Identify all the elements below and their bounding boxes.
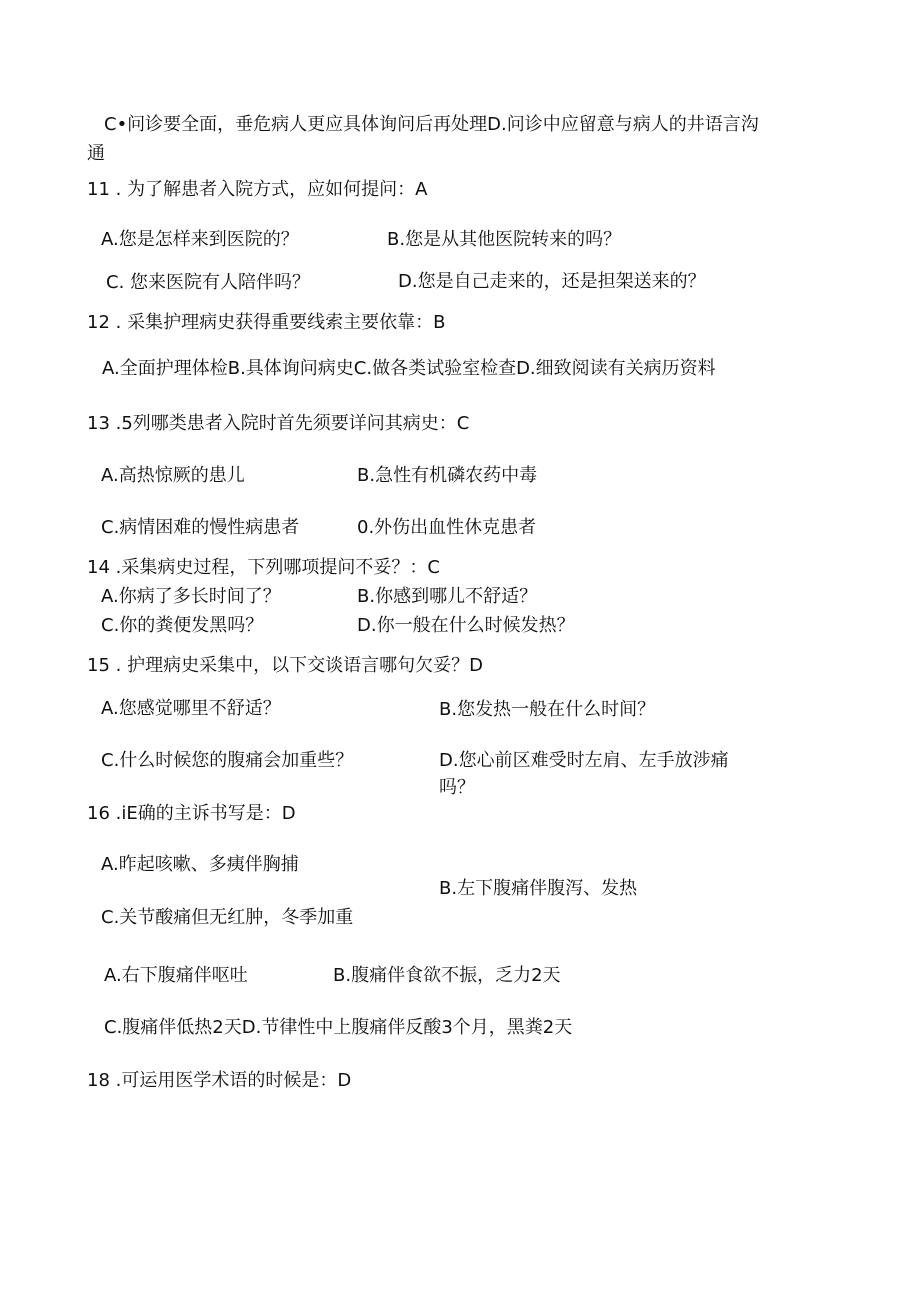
question-11: 11 . 为了解患者入院方式，应如何提问：A xyxy=(87,179,428,200)
q16-option-c: C.关节酸痛但无红肿，冬季加重 xyxy=(101,907,354,928)
q17-options-cd: C.腹痛伴低热2天D.节律性中上腹痛伴反酸3个月，黑粪2天 xyxy=(104,1017,573,1038)
q13-option-c: C.病情困难的慢性病患者 xyxy=(101,517,300,538)
q13-option-a: A.高热惊厥的患儿 xyxy=(101,465,245,486)
q15-option-a: A.您感觉哪里不舒适？ xyxy=(101,698,281,719)
q13-option-b: B.急性有机磷农药中毒 xyxy=(357,465,538,486)
q13-option-d: 0.外伤出血性休克患者 xyxy=(357,517,537,538)
question-18: 18 .可运用医学术语的时候是：D xyxy=(87,1070,352,1091)
q17-option-b: B.腹痛伴食欲不振，乏力2天 xyxy=(333,965,561,986)
q11-option-c: C. 您来医院有人陪伴吗？ xyxy=(106,272,311,293)
q11-option-d: D.您是自己走来的，还是担架送来的？ xyxy=(398,271,706,292)
q15-option-b: B.您发热一般在什么时间？ xyxy=(439,699,656,720)
q15-option-c: C.什么时候您的腹痛会加重些？ xyxy=(101,750,354,771)
q14-option-a: A.你病了多长时间了？ xyxy=(101,586,281,607)
q15-option-d-continuation: 吗？ xyxy=(439,777,475,798)
text-line-q10-continuation: 通 xyxy=(87,143,105,164)
q14-option-d: D.你一般在什么时候发热？ xyxy=(357,615,575,636)
question-15: 15 . 护理病史采集中，以下交谈语言哪句欠妥？D xyxy=(87,655,483,676)
q12-options: A.全面护理体检B.具体询问病史C.做各类试验室检查D.细致阅读有关病历资料 xyxy=(102,358,716,379)
q16-option-a: A.昨起咳嗽、多痍伴胸捕 xyxy=(101,854,299,875)
q11-option-a: A.您是怎样来到医院的？ xyxy=(101,229,299,250)
question-12: 12 . 采集护理病史获得重要线索主要依靠：B xyxy=(87,312,446,333)
q14-option-c: C.你的粪便发黑吗？ xyxy=(101,615,264,636)
text-line-q10-options-cd: C•问诊要全面，垂危病人更应具体询问后再处理D.问诊中应留意与病人的井语言沟 xyxy=(104,114,759,135)
q15-option-d: D.您心前区难受时左肩、左手放涉痛 xyxy=(439,750,729,771)
question-14: 14 .采集病史过程，下列哪项提问不妥？：C xyxy=(87,557,440,578)
q17-option-a: A.右下腹痛伴呕吐 xyxy=(104,965,248,986)
q11-option-b: B.您是从其他医院转来的吗？ xyxy=(387,229,622,250)
question-16: 16 .iE确的主诉书写是：D xyxy=(87,803,296,824)
question-13: 13 .5列哪类患者入院时首先须要详问其病史：C xyxy=(87,413,470,434)
q14-option-b: B.你感到哪儿不舒适？ xyxy=(357,586,538,607)
q16-option-b: B.左下腹痛伴腹泻、发热 xyxy=(439,878,638,899)
